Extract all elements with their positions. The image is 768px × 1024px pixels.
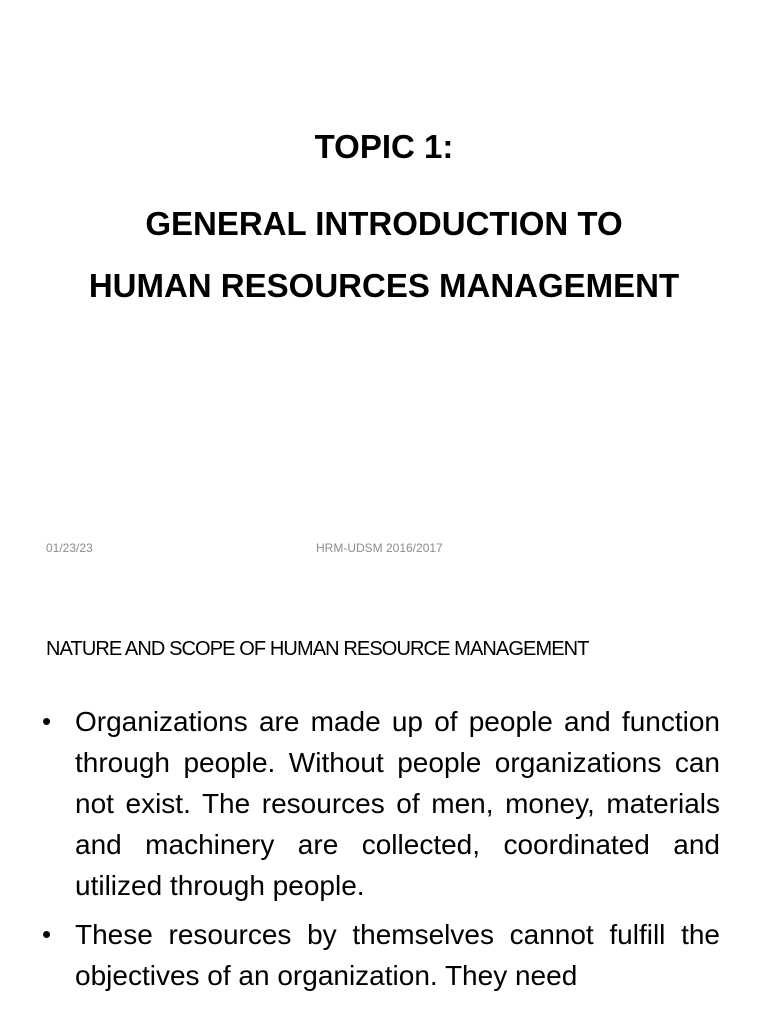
bullet-item bbox=[42, 701, 720, 906]
footer-course: HRM-UDSM 2016/2017 bbox=[316, 541, 443, 555]
slide-heading: NATURE AND SCOPE OF HUMAN RESOURCE MANAGEMENT bbox=[46, 638, 589, 660]
footer-date: 01/23/23 bbox=[46, 541, 93, 555]
bullet-icon: • bbox=[42, 919, 52, 949]
bullet-list bbox=[42, 701, 720, 1004]
bullet-text: These resources by themselves cannot fulfill the objectives of an organization. They need bbox=[75, 919, 720, 991]
bullet-text: Organizations are made up of people and function through people. Without people organizations can not exist. The resources of men, money, materials and machinery are collected, coordinated and utilized through people. bbox=[75, 706, 720, 901]
topic-label: TOPIC 1: bbox=[314, 128, 454, 165]
title-line-1: GENERAL INTRODUCTION TO bbox=[145, 205, 623, 242]
bullet-item bbox=[42, 914, 720, 996]
title-line-2: HUMAN RESOURCES MANAGEMENT bbox=[88, 267, 680, 304]
content-slide bbox=[0, 576, 768, 1024]
bullet-icon: • bbox=[42, 706, 52, 736]
